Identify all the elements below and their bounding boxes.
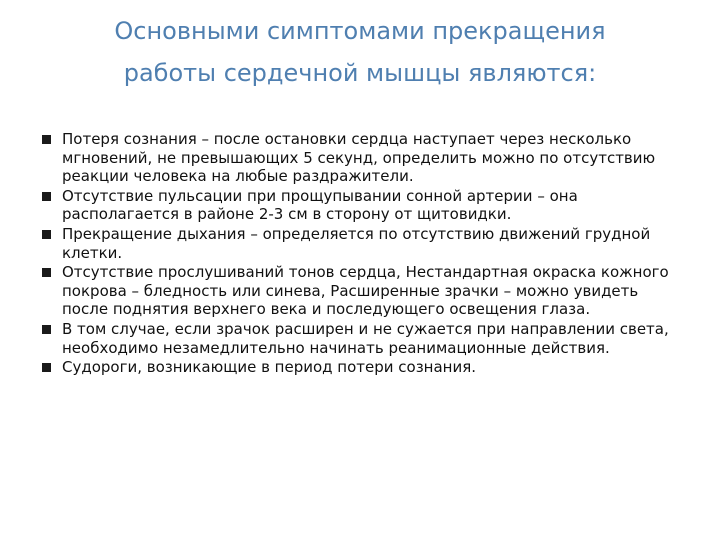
list-item-text: Отсутствие пульсации при прощупывании сонной артерии – она располагается в районе 2-3 см в сторону от щитовидки. (62, 186, 578, 224)
list-item (42, 225, 672, 262)
square-bullet-icon (42, 135, 51, 144)
list-item-text: Прекращение дыхания – определяется по отсутствию движений грудной клетки. (62, 224, 651, 262)
list-item (42, 130, 672, 186)
slide-title-line-2: работы сердечной мышцы являются: (123, 59, 597, 87)
list-item (42, 320, 672, 357)
list-item (42, 263, 672, 319)
square-bullet-icon (42, 325, 51, 334)
list-item (42, 187, 672, 224)
list-item-text: Потеря сознания – после остановки сердца наступает через несколько мгновений, не превышающих 5 секунд, определить можно по отсутствию реакции человека на любые раздражители. (62, 130, 656, 186)
symptom-list (42, 130, 672, 378)
slide-title (60, 10, 660, 94)
square-bullet-icon (42, 268, 51, 277)
square-bullet-icon (42, 192, 51, 201)
list-item-text: Судороги, возникающие в период потери сознания. (62, 358, 477, 377)
square-bullet-icon (42, 363, 51, 372)
list-item (42, 358, 672, 377)
slide-title-line-1: Основными симптомами прекращения (114, 17, 606, 45)
square-bullet-icon (42, 230, 51, 239)
list-item-text: В том случае, если зрачок расширен и не сужается при направлении света, необходимо незамедлительно начинать реанимационные действия. (62, 319, 669, 357)
list-item-text: Отсутствие прослушиваний тонов сердца, Нестандартная окраска кожного покрова – бледность или синева, Расширенные зрачки – можно увидеть после поднятия верхнего века и последующего освещения глаза. (62, 263, 669, 319)
